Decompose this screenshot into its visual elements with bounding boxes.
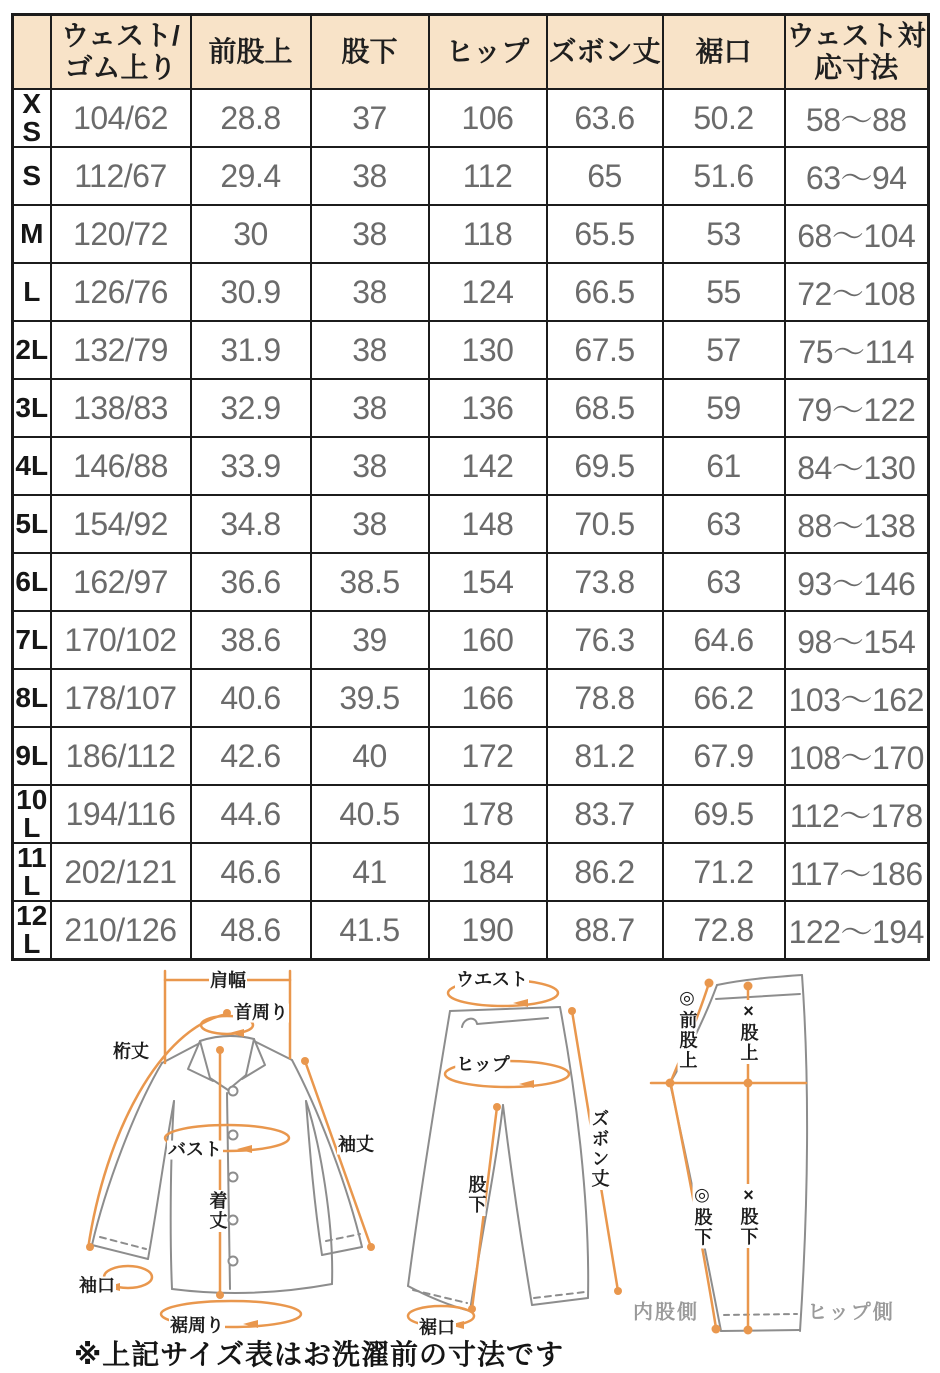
label-yuki-length: 桁丈 bbox=[113, 1041, 149, 1062]
table-row bbox=[13, 785, 929, 843]
label-hip: ヒップ bbox=[456, 1054, 510, 1075]
measurement-cell: 38.6 bbox=[191, 611, 311, 669]
table-row bbox=[13, 611, 929, 669]
garment-line-art bbox=[0, 953, 940, 1343]
table-row bbox=[13, 727, 929, 785]
header-waist-elastic: ウェスト/ゴム上り bbox=[51, 15, 191, 90]
measurement-cell: 65.5 bbox=[547, 205, 663, 263]
measurement-cell: 51.6 bbox=[663, 147, 785, 205]
header-pants-length: ズボン丈 bbox=[547, 15, 663, 90]
measurement-cell: 44.6 bbox=[191, 785, 311, 843]
header-hip: ヒップ bbox=[429, 15, 547, 90]
measurement-cell: 78.8 bbox=[547, 669, 663, 727]
measurement-cell: 38 bbox=[311, 263, 429, 321]
size-label: 10L bbox=[13, 785, 51, 843]
measurement-cell: 30 bbox=[191, 205, 311, 263]
size-label: 6L bbox=[13, 553, 51, 611]
measurement-cell: 57 bbox=[663, 321, 785, 379]
measurement-cell: 112/67 bbox=[51, 147, 191, 205]
measurement-cell: 186/112 bbox=[51, 727, 191, 785]
measurement-cell: 126/76 bbox=[51, 263, 191, 321]
measurement-cell: 148 bbox=[429, 495, 547, 553]
measurement-cell: 55 bbox=[663, 263, 785, 321]
measurement-cell: 160 bbox=[429, 611, 547, 669]
table-row bbox=[13, 379, 929, 437]
label-pants-length: ズボン丈 bbox=[589, 1109, 610, 1189]
measurement-cell: 118 bbox=[429, 205, 547, 263]
label-inner-side: 内股側 bbox=[633, 1301, 699, 1324]
measurement-cell: 38 bbox=[311, 205, 429, 263]
size-label: 8L bbox=[13, 669, 51, 727]
measurement-cell: 38 bbox=[311, 495, 429, 553]
size-label: 5L bbox=[13, 495, 51, 553]
measurement-cell: 38 bbox=[311, 437, 429, 495]
measurement-cell: 41 bbox=[311, 843, 429, 901]
label-hip-side: ヒップ側 bbox=[807, 1301, 895, 1324]
label-inseam: 股下 bbox=[466, 1175, 487, 1215]
label-waist: ウエスト bbox=[456, 969, 528, 990]
measurement-cell: 83.7 bbox=[547, 785, 663, 843]
measurement-cell: 39.5 bbox=[311, 669, 429, 727]
measurement-cell: 34.8 bbox=[191, 495, 311, 553]
size-label: 4L bbox=[13, 437, 51, 495]
measurement-diagrams bbox=[0, 953, 940, 1343]
measurement-cell: 61 bbox=[663, 437, 785, 495]
measurement-cell: 172 bbox=[429, 727, 547, 785]
label-cuff-opening: 袖口 bbox=[79, 1275, 115, 1296]
measurement-cell: 184 bbox=[429, 843, 547, 901]
table-row bbox=[13, 263, 929, 321]
measurement-cell: 38 bbox=[311, 379, 429, 437]
measurement-cell: 124 bbox=[429, 263, 547, 321]
table-row bbox=[13, 901, 929, 960]
measurement-cell: 178 bbox=[429, 785, 547, 843]
measurement-cell: 88〜138 bbox=[785, 495, 929, 553]
measurement-cell: 86.2 bbox=[547, 843, 663, 901]
measurement-cell: 162/97 bbox=[51, 553, 191, 611]
measurement-cell: 59 bbox=[663, 379, 785, 437]
measurement-cell: 154/92 bbox=[51, 495, 191, 553]
measurement-cell: 48.6 bbox=[191, 901, 311, 960]
header-front-rise: 前股上 bbox=[191, 15, 311, 90]
label-neck-around: 首周り bbox=[234, 1002, 288, 1023]
measurement-cell: 37 bbox=[311, 89, 429, 147]
header-row bbox=[13, 15, 929, 90]
measurement-cell: 29.4 bbox=[191, 147, 311, 205]
label-body-length: 着丈 bbox=[207, 1191, 228, 1231]
measurement-cell: 67.9 bbox=[663, 727, 785, 785]
measurement-cell: 69.5 bbox=[663, 785, 785, 843]
label-sleeve-length: 袖丈 bbox=[338, 1134, 374, 1155]
measurement-cell: 76.3 bbox=[547, 611, 663, 669]
measurement-cell: 33.9 bbox=[191, 437, 311, 495]
size-label: 3L bbox=[13, 379, 51, 437]
measurement-cell: 63.6 bbox=[547, 89, 663, 147]
measurement-cell: 136 bbox=[429, 379, 547, 437]
measurement-cell: 69.5 bbox=[547, 437, 663, 495]
table-row bbox=[13, 669, 929, 727]
measurement-cell: 68.5 bbox=[547, 379, 663, 437]
label-hem-around: 裾周り bbox=[170, 1315, 224, 1336]
measurement-cell: 120/72 bbox=[51, 205, 191, 263]
measurement-cell: 72.8 bbox=[663, 901, 785, 960]
measurement-cell: 112 bbox=[429, 147, 547, 205]
measurement-cell: 88.7 bbox=[547, 901, 663, 960]
size-label: L bbox=[13, 263, 51, 321]
measurement-cell: 40.6 bbox=[191, 669, 311, 727]
header-inseam: 股下 bbox=[311, 15, 429, 90]
measurement-cell: 40 bbox=[311, 727, 429, 785]
header-hem: 裾口 bbox=[663, 15, 785, 90]
measurement-cell: 53 bbox=[663, 205, 785, 263]
measurement-cell: 63〜94 bbox=[785, 147, 929, 205]
measurement-cell: 117〜186 bbox=[785, 843, 929, 901]
measurement-cell: 40.5 bbox=[311, 785, 429, 843]
measurement-cell: 63 bbox=[663, 553, 785, 611]
pre-wash-note: ※上記サイズ表はお洗濯前の寸法です bbox=[74, 1339, 564, 1370]
measurement-cell: 130 bbox=[429, 321, 547, 379]
measurement-cell: 122〜194 bbox=[785, 901, 929, 960]
measurement-cell: 103〜162 bbox=[785, 669, 929, 727]
size-label: 7L bbox=[13, 611, 51, 669]
measurement-cell: 72〜108 bbox=[785, 263, 929, 321]
measurement-cell: 70.5 bbox=[547, 495, 663, 553]
table-row bbox=[13, 147, 929, 205]
measurement-cell: 42.6 bbox=[191, 727, 311, 785]
measurement-cell: 170/102 bbox=[51, 611, 191, 669]
measurement-cell: 154 bbox=[429, 553, 547, 611]
measurement-cell: 190 bbox=[429, 901, 547, 960]
measurement-cell: 66.5 bbox=[547, 263, 663, 321]
size-label: S bbox=[13, 147, 51, 205]
label-hem-opening: 裾口 bbox=[419, 1317, 455, 1338]
measurement-cell: 50.2 bbox=[663, 89, 785, 147]
measurement-cell: 41.5 bbox=[311, 901, 429, 960]
measurement-cell: 63 bbox=[663, 495, 785, 553]
measurement-cell: 81.2 bbox=[547, 727, 663, 785]
measurement-cell: 66.2 bbox=[663, 669, 785, 727]
label-rise: ×股上 bbox=[738, 1001, 759, 1063]
measurement-cell: 65 bbox=[547, 147, 663, 205]
measurement-cell: 132/79 bbox=[51, 321, 191, 379]
table-row bbox=[13, 495, 929, 553]
measurement-cell: 38 bbox=[311, 321, 429, 379]
table-row bbox=[13, 553, 929, 611]
table-row bbox=[13, 437, 929, 495]
measurement-cell: 178/107 bbox=[51, 669, 191, 727]
measurement-cell: 30.9 bbox=[191, 263, 311, 321]
table-row bbox=[13, 843, 929, 901]
measurement-cell: 58〜88 bbox=[785, 89, 929, 147]
measurement-cell: 64.6 bbox=[663, 611, 785, 669]
size-label: 11L bbox=[13, 843, 51, 901]
measurement-cell: 84〜130 bbox=[785, 437, 929, 495]
measurement-cell: 166 bbox=[429, 669, 547, 727]
measurement-cell: 36.6 bbox=[191, 553, 311, 611]
measurement-cell: 31.9 bbox=[191, 321, 311, 379]
measurement-cell: 202/121 bbox=[51, 843, 191, 901]
measurement-cell: 68〜104 bbox=[785, 205, 929, 263]
label-shoulder-width: 肩幅 bbox=[210, 970, 246, 991]
measurement-cell: 104/62 bbox=[51, 89, 191, 147]
measurement-cell: 28.8 bbox=[191, 89, 311, 147]
measurement-cell: 79〜122 bbox=[785, 379, 929, 437]
measurement-cell: 138/83 bbox=[51, 379, 191, 437]
size-label: 12L bbox=[13, 901, 51, 960]
measurement-cell: 71.2 bbox=[663, 843, 785, 901]
size-label: 2L bbox=[13, 321, 51, 379]
measurement-cell: 38 bbox=[311, 147, 429, 205]
header-waist-range: ウェスト対応寸法 bbox=[785, 15, 929, 90]
measurement-cell: 73.8 bbox=[547, 553, 663, 611]
measurement-cell: 39 bbox=[311, 611, 429, 669]
label-front-rise: ◎前股上 bbox=[677, 987, 698, 1071]
measurement-cell: 46.6 bbox=[191, 843, 311, 901]
measurement-cell: 75〜114 bbox=[785, 321, 929, 379]
size-label: M bbox=[13, 205, 51, 263]
measurement-cell: 67.5 bbox=[547, 321, 663, 379]
label-bust: バスト bbox=[168, 1139, 222, 1160]
label-inseam-b: ×股下 bbox=[738, 1185, 759, 1247]
table-row bbox=[13, 205, 929, 263]
measurement-cell: 32.9 bbox=[191, 379, 311, 437]
table-row bbox=[13, 89, 929, 147]
size-label: XS bbox=[13, 89, 51, 147]
measurement-cell: 93〜146 bbox=[785, 553, 929, 611]
measurement-cell: 98〜154 bbox=[785, 611, 929, 669]
label-inseam-a: ◎股下 bbox=[692, 1184, 713, 1248]
measurement-cell: 38.5 bbox=[311, 553, 429, 611]
header-corner-cell bbox=[13, 15, 51, 90]
table-row bbox=[13, 321, 929, 379]
measurement-cell: 210/126 bbox=[51, 901, 191, 960]
size-label: 9L bbox=[13, 727, 51, 785]
measurement-cell: 142 bbox=[429, 437, 547, 495]
size-chart-table bbox=[11, 13, 930, 961]
measurement-cell: 106 bbox=[429, 89, 547, 147]
measurement-cell: 146/88 bbox=[51, 437, 191, 495]
measurement-cell: 194/116 bbox=[51, 785, 191, 843]
measurement-cell: 108〜170 bbox=[785, 727, 929, 785]
measurement-cell: 112〜178 bbox=[785, 785, 929, 843]
